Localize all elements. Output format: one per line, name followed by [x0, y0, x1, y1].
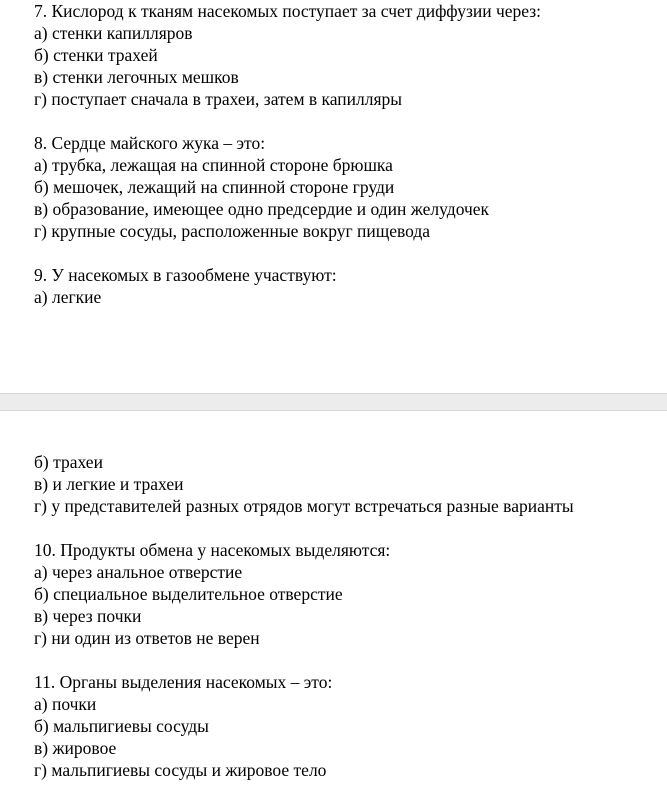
answer-option: г) у представителей разных отрядов могут встречаться разные варианты	[34, 496, 574, 516]
question-text: 9. У насекомых в газообмене участвуют:	[34, 265, 337, 285]
question-7	[34, 0, 661, 110]
answer-option: г) мальпигиевы сосуды и жировое тело	[34, 760, 327, 780]
question-9-continued	[34, 451, 661, 517]
question-text: 10. Продукты обмена у насекомых выделяются:	[34, 540, 391, 560]
answer-option: в) и легкие и трахеи	[34, 474, 184, 494]
answer-option: в) жировое	[34, 738, 117, 758]
answer-option: б) стенки трахей	[34, 45, 158, 65]
question-10	[34, 539, 661, 649]
question-8	[34, 132, 661, 242]
answer-option: б) мальпигиевы сосуды	[34, 716, 209, 736]
question-text: 8. Сердце майского жука – это:	[34, 133, 266, 153]
document-page-1	[0, 0, 667, 393]
answer-option: б) специальное выделительное отверстие	[34, 584, 343, 604]
answer-option: г) ни один из ответов не верен	[34, 628, 260, 648]
question-text: 7. Кислород к тканям насекомых поступает за счет диффузии через:	[34, 1, 542, 21]
question-9	[34, 264, 661, 308]
answer-option: а) почки	[34, 694, 97, 714]
answer-option: а) стенки капилляров	[34, 23, 193, 43]
question-11	[34, 671, 661, 781]
answer-option: г) поступает сначала в трахеи, затем в капилляры	[34, 89, 403, 109]
page-1-text	[34, 0, 661, 330]
answer-option: а) трубка, лежащая на спинной стороне брюшка	[34, 155, 393, 175]
answer-option: а) легкие	[34, 287, 102, 307]
answer-option: а) через анальное отверстие	[34, 562, 243, 582]
answer-option: б) мешочек, лежащий на спинной стороне груди	[34, 177, 395, 197]
answer-option: в) стенки легочных мешков	[34, 67, 239, 87]
document-page-2	[0, 411, 667, 796]
answer-option: в) через почки	[34, 606, 142, 626]
page-break	[0, 393, 667, 411]
answer-option: б) трахеи	[34, 452, 103, 472]
answer-option: в) образование, имеющее одно предсердие и один желудочек	[34, 199, 490, 219]
answer-option: г) крупные сосуды, расположенные вокруг пищевода	[34, 221, 431, 241]
question-text: 11. Органы выделения насекомых – это:	[34, 672, 333, 692]
page-2-text	[34, 451, 661, 803]
